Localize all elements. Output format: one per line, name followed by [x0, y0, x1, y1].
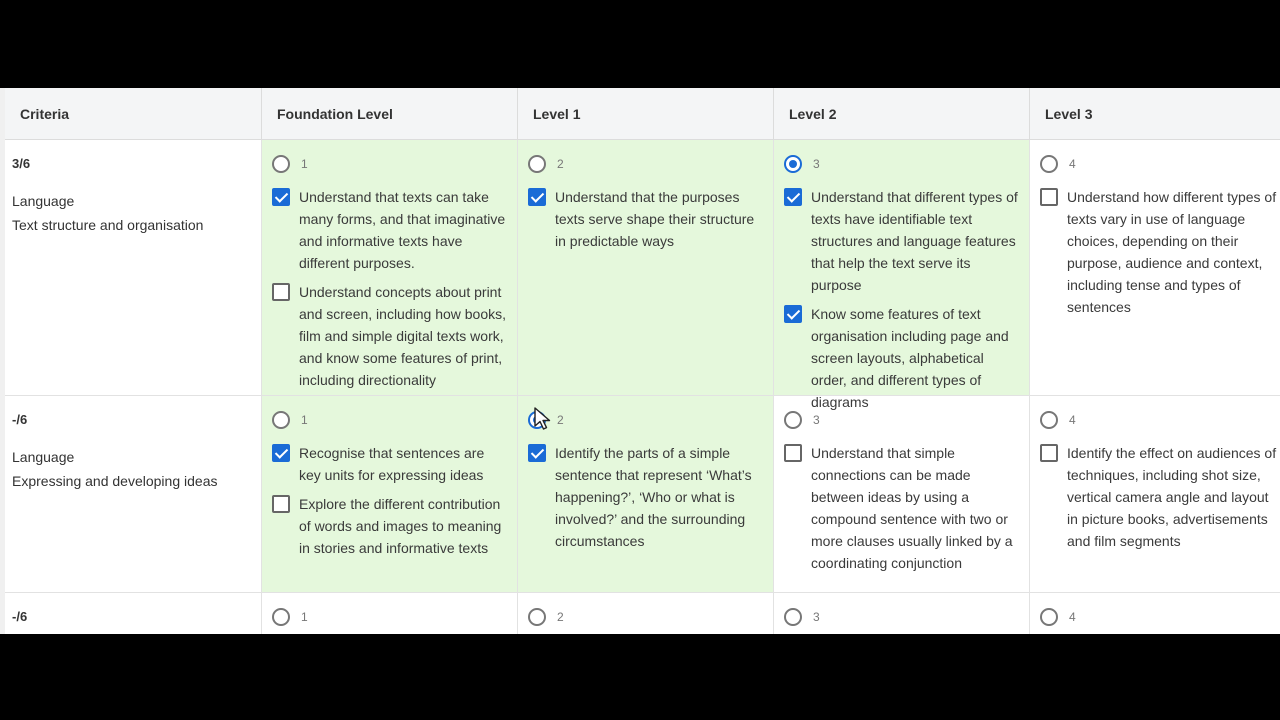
level-radio[interactable] — [784, 608, 802, 626]
level-cell[interactable] — [261, 140, 517, 395]
criteria-cell — [5, 140, 261, 395]
header-row — [5, 88, 1280, 140]
level-number: 4 — [1069, 157, 1076, 171]
level-cell[interactable] — [517, 593, 773, 634]
criterion-checkbox[interactable] — [1040, 444, 1058, 462]
level-radio[interactable] — [272, 411, 290, 429]
criterion-checkbox[interactable] — [784, 305, 802, 323]
rubric-screen — [0, 88, 1280, 634]
level-number: 4 — [1069, 610, 1076, 624]
level-number: 3 — [813, 610, 820, 624]
level-radio[interactable] — [272, 608, 290, 626]
criterion-checkbox[interactable] — [1040, 188, 1058, 206]
criterion-text: Understand concepts about print and screen, including how books, film and simple digital texts work, and know some features of print, including directionality — [299, 284, 507, 388]
column-header-level-3: Level 3 — [1029, 88, 1280, 139]
mouse-cursor-icon — [532, 406, 554, 432]
criterion-checkbox[interactable] — [784, 188, 802, 206]
column-header-criteria: Criteria — [20, 106, 70, 122]
column-header-level-1: Level 1 — [517, 88, 773, 139]
level-radio[interactable] — [784, 411, 802, 429]
criterion-checkbox[interactable] — [528, 188, 546, 206]
score-value: 3/6 — [12, 156, 31, 171]
criterion-checkbox[interactable] — [272, 188, 290, 206]
criterion-item — [784, 186, 1021, 296]
level-cell[interactable] — [517, 140, 773, 395]
criterion-text: Understand how different types of texts vary in use of language choices, depending on their purpose, audience and context, including tense and types of sentences — [1067, 189, 1277, 315]
criterion-item — [528, 186, 765, 252]
criterion-item — [272, 186, 509, 274]
criteria-title: Language — [12, 193, 75, 209]
rubric-grid — [5, 88, 1280, 634]
criterion-text: Understand that the purposes texts serve shape their structure in predictable ways — [555, 189, 755, 249]
criterion-checkbox[interactable] — [528, 444, 546, 462]
level-number: 1 — [301, 610, 308, 624]
criteria-cell — [5, 593, 261, 634]
criterion-text: Identify the effect on audiences of techniques, including shot size, vertical camera angle and layout in picture books, advertisements and film segments — [1067, 445, 1277, 549]
score-value: -/6 — [12, 412, 28, 427]
criterion-item — [528, 442, 765, 552]
level-number: 2 — [557, 413, 564, 427]
criterion-text: Identify the parts of a simple sentence that represent ‘What’s happening?’, ‘Who or what is involved?’ and the surrounding circumstances — [555, 445, 752, 549]
criterion-item — [784, 442, 1021, 574]
level-number: 4 — [1069, 413, 1076, 427]
criteria-row — [5, 396, 1280, 593]
level-cell[interactable] — [517, 396, 773, 592]
criterion-item — [1040, 186, 1277, 318]
criteria-title: Language — [12, 449, 75, 465]
criterion-text: Know some features of text organisation including page and screen layouts, alphabetical order, and different types of diagrams — [811, 306, 1009, 410]
level-radio[interactable] — [1040, 155, 1058, 173]
level-number: 1 — [301, 157, 308, 171]
level-cell[interactable] — [773, 593, 1029, 634]
criterion-item — [272, 442, 509, 486]
level-radio[interactable] — [528, 155, 546, 173]
level-number: 2 — [557, 157, 564, 171]
criterion-checkbox[interactable] — [272, 444, 290, 462]
criteria-subtitle: Text structure and organisation — [12, 217, 204, 233]
criterion-text: Understand that texts can take many forms, and that imaginative and informative texts have different purposes. — [299, 189, 506, 271]
column-header-level-2: Level 2 — [773, 88, 1029, 139]
criterion-text: Understand that different types of texts have identifiable text structures and language features that help the text serve its purpose — [811, 189, 1018, 293]
score-value: -/6 — [12, 609, 28, 624]
criterion-text: Explore the different contribution of words and images to meaning in stories and informative texts — [299, 496, 502, 556]
criterion-item — [1040, 442, 1277, 552]
level-number: 3 — [813, 413, 820, 427]
level-number: 1 — [301, 413, 308, 427]
criterion-item — [272, 281, 509, 391]
criteria-cell — [5, 396, 261, 592]
criterion-text: Understand that simple connections can be made between ideas by using a compound sentence with two or more clauses usually linked by a coordinating conjunction — [811, 445, 1013, 571]
criterion-item — [272, 493, 509, 559]
criterion-checkbox[interactable] — [272, 283, 290, 301]
level-radio-selected[interactable] — [784, 155, 802, 173]
criterion-checkbox[interactable] — [784, 444, 802, 462]
level-cell[interactable] — [773, 396, 1029, 592]
criteria-row — [5, 593, 1280, 634]
level-radio[interactable] — [1040, 411, 1058, 429]
level-cell[interactable] — [1029, 140, 1280, 395]
column-header-foundation: Foundation Level — [261, 88, 517, 139]
level-number: 3 — [813, 157, 820, 171]
criteria-row — [5, 140, 1280, 410]
level-cell[interactable] — [1029, 593, 1280, 634]
level-cell[interactable] — [1029, 396, 1280, 592]
level-cell[interactable] — [773, 140, 1029, 410]
level-cell[interactable] — [261, 593, 517, 634]
criterion-text: Recognise that sentences are key units for expressing ideas — [299, 445, 485, 483]
criteria-subtitle: Expressing and developing ideas — [12, 473, 218, 489]
level-cell[interactable] — [261, 396, 517, 592]
criterion-checkbox[interactable] — [272, 495, 290, 513]
level-number: 2 — [557, 610, 564, 624]
level-radio[interactable] — [528, 608, 546, 626]
level-radio[interactable] — [1040, 608, 1058, 626]
level-radio[interactable] — [272, 155, 290, 173]
